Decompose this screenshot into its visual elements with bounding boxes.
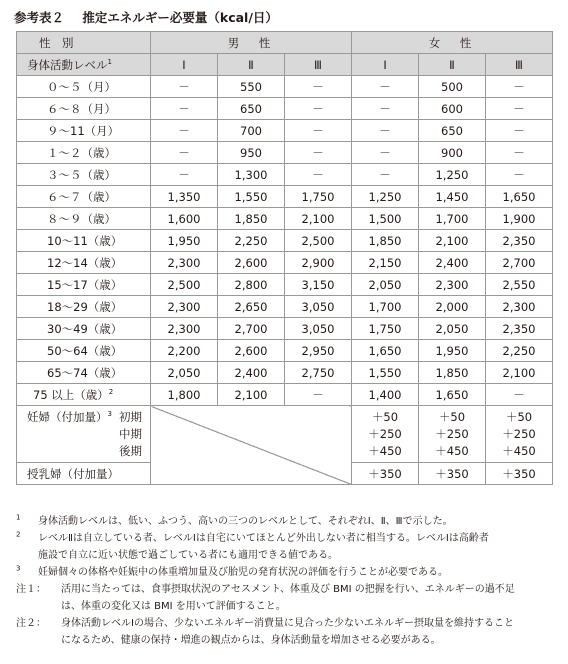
value-cell: 1,650 <box>486 186 553 208</box>
value: ＋250 <box>435 426 469 441</box>
value-cell: 2,100 <box>285 208 352 230</box>
value-cell: 2,600 <box>218 252 285 274</box>
table-row-pregnant <box>17 406 553 463</box>
value-cell: － <box>352 164 419 186</box>
table-row <box>17 252 553 274</box>
value-cell: 1,650 <box>352 340 419 362</box>
value-cell: 2,000 <box>419 296 486 318</box>
value-cell: － <box>486 142 553 164</box>
value-cell: － <box>352 120 419 142</box>
header-level: Ⅱ <box>218 54 285 76</box>
note-mark: 注１： <box>16 584 46 595</box>
value-cell: － <box>285 120 352 142</box>
footnote-ref-3: 3 <box>107 410 112 419</box>
header-activity-text: 身体活動レベル <box>27 57 108 72</box>
value-cell: 1,850 <box>419 362 486 384</box>
table-row <box>17 76 553 98</box>
footnote-text: 施設で自立に近い状態で過ごしている者にも適用できる値である。 <box>38 550 338 561</box>
value-cell: 1,800 <box>151 384 218 406</box>
table-title <box>14 8 278 26</box>
value-cell: ＋350 <box>486 463 553 485</box>
table-row <box>17 164 553 186</box>
value: ＋50 <box>371 409 399 424</box>
value-cell: 1,400 <box>352 384 419 406</box>
value-cell: ＋350 <box>419 463 486 485</box>
value-cell: 3,050 <box>285 318 352 340</box>
stage-early: 初期 <box>119 410 142 424</box>
value-cell: 2,100 <box>218 384 285 406</box>
note-text: 身体活動レベルⅠの場合、少ないエネルギー消費量に見合った少ないエネルギー摂取量を維持すること <box>61 618 514 629</box>
value-cell: 2,100 <box>486 362 553 384</box>
pregnant-value-cell <box>419 406 486 463</box>
age-cell: 10～11（歳） <box>17 230 151 252</box>
value-cell: 2,100 <box>419 230 486 252</box>
value-cell: 1,700 <box>352 296 419 318</box>
value-cell: 2,250 <box>218 230 285 252</box>
value-cell: 1,850 <box>352 230 419 252</box>
value-cell: 1,500 <box>352 208 419 230</box>
footnote-mark-1: 1 <box>16 513 21 522</box>
value-cell: 500 <box>419 76 486 98</box>
header-level: Ⅱ <box>419 54 486 76</box>
pregnant-value-cell <box>352 406 419 463</box>
footnote-3 <box>16 564 556 581</box>
value-cell: － <box>486 164 553 186</box>
value-cell: 950 <box>218 142 285 164</box>
pregnant-value-cell <box>486 406 553 463</box>
value-cell: 1,750 <box>285 186 352 208</box>
table-row <box>17 362 553 384</box>
age-cell: 12～14（歳） <box>17 252 151 274</box>
table-row <box>17 340 553 362</box>
header-level: Ⅲ <box>486 54 553 76</box>
value-cell: 1,550 <box>352 362 419 384</box>
header-level: Ⅰ <box>151 54 218 76</box>
value-cell: 2,300 <box>419 274 486 296</box>
age-cell: 30～49（歳） <box>17 318 151 340</box>
lactating-label: 授乳婦（付加量） <box>17 463 151 485</box>
age-text: 75 以上（歳） <box>33 387 109 402</box>
age-cell: ９～11（月） <box>17 120 151 142</box>
value-cell: 2,250 <box>486 340 553 362</box>
value-cell: 900 <box>419 142 486 164</box>
value-cell: 2,600 <box>218 340 285 362</box>
value-cell: 3,050 <box>285 296 352 318</box>
table-row <box>17 230 553 252</box>
footnote-mark-2: 2 <box>16 530 21 539</box>
age-cell: ３～５（歳） <box>17 164 151 186</box>
value: ＋450 <box>435 443 469 458</box>
value-cell: 2,050 <box>151 362 218 384</box>
value-cell: 2,300 <box>486 296 553 318</box>
value-cell: 1,600 <box>151 208 218 230</box>
value-cell: 2,300 <box>151 252 218 274</box>
value-cell: 2,500 <box>151 274 218 296</box>
table-title-text: 推定エネルギー必要量（kcal/日） <box>82 10 278 25</box>
value-cell: 1,250 <box>352 186 419 208</box>
value: ＋450 <box>502 443 536 458</box>
value-cell: 1,350 <box>151 186 218 208</box>
value-cell: 700 <box>218 120 285 142</box>
table-number: 参考表２ <box>14 10 65 25</box>
value: ＋50 <box>438 409 466 424</box>
value-cell: 550 <box>218 76 285 98</box>
value-cell: 2,350 <box>486 230 553 252</box>
value-cell: 2,900 <box>285 252 352 274</box>
header-female: 女 性 <box>352 32 553 54</box>
table-row-75plus <box>17 384 553 406</box>
value-cell: 2,700 <box>486 252 553 274</box>
value-cell: 1,750 <box>352 318 419 340</box>
note-1 <box>16 581 556 615</box>
age-cell: ６～７（歳） <box>17 186 151 208</box>
value-cell: 1,900 <box>486 208 553 230</box>
note-text: は、体重の変化又は BMI を用いて評価すること。 <box>61 601 286 612</box>
table-row <box>17 186 553 208</box>
value-cell: 2,050 <box>352 274 419 296</box>
value-cell: － <box>352 98 419 120</box>
value-cell: 1,450 <box>419 186 486 208</box>
note-text: になるため、健康の保持・増進の観点からは、身体活動量を増加させる必要がある。 <box>61 635 441 646</box>
age-cell: 50～64（歳） <box>17 340 151 362</box>
value: ＋50 <box>505 409 533 424</box>
header-level: Ⅰ <box>352 54 419 76</box>
value-cell: 1,650 <box>419 384 486 406</box>
value-cell: 2,700 <box>218 318 285 340</box>
value-cell: － <box>486 98 553 120</box>
value-cell: 2,400 <box>218 362 285 384</box>
value: ＋250 <box>502 426 536 441</box>
header-activity-label <box>17 54 151 76</box>
value-cell: － <box>285 384 352 406</box>
header-row-activity <box>17 54 553 76</box>
value-cell: － <box>151 120 218 142</box>
table-row <box>17 318 553 340</box>
footnote-mark <box>16 564 20 581</box>
footnote-1 <box>16 513 556 530</box>
header-level: Ⅲ <box>285 54 352 76</box>
value-cell: 2,050 <box>419 318 486 340</box>
age-cell: １～２（歳） <box>17 142 151 164</box>
value-cell: 2,550 <box>486 274 553 296</box>
footnote-mark-3: 3 <box>16 564 21 573</box>
stage-middle: 中期 <box>119 427 142 441</box>
table-row <box>17 208 553 230</box>
footnote-text: レベルⅡは自立している者、レベルⅠは自宅にいてほとんど外出しない者に相当する。レベルⅠは高齢者 <box>38 533 489 544</box>
value-cell: 2,300 <box>151 318 218 340</box>
value-cell: 650 <box>419 120 486 142</box>
stage-late: 後期 <box>119 444 142 458</box>
value-cell: 2,950 <box>285 340 352 362</box>
value-cell: 2,400 <box>419 252 486 274</box>
value-cell: － <box>285 164 352 186</box>
header-sex-label: 性 別 <box>17 32 151 54</box>
value-cell: － <box>151 76 218 98</box>
value-cell: 650 <box>218 98 285 120</box>
value-cell: － <box>285 142 352 164</box>
value-cell: 2,800 <box>218 274 285 296</box>
table-row <box>17 296 553 318</box>
table-row <box>17 142 553 164</box>
value-cell: － <box>486 384 553 406</box>
value-cell: 1,950 <box>151 230 218 252</box>
footnote-2 <box>16 530 556 564</box>
value-cell: － <box>151 98 218 120</box>
value-cell: － <box>151 164 218 186</box>
age-cell: 15～17（歳） <box>17 274 151 296</box>
note-text: 活用に当たっては、食事摂取状況のアセスメント、体重及び BMI の把握を行い、エネルギーの過不足 <box>61 584 515 595</box>
header-row-sex <box>17 32 553 54</box>
age-cell: ０～５（月） <box>17 76 151 98</box>
value-cell: ＋350 <box>352 463 419 485</box>
pregnant-label-cell <box>17 406 151 463</box>
value-cell: 1,250 <box>419 164 486 186</box>
value-cell: － <box>352 142 419 164</box>
value-cell: － <box>285 76 352 98</box>
value-cell: 1,700 <box>419 208 486 230</box>
table-row <box>17 98 553 120</box>
pregnant-stages <box>119 409 142 460</box>
age-cell: 65～74（歳） <box>17 362 151 384</box>
value-cell: 1,950 <box>419 340 486 362</box>
footnotes <box>16 513 556 649</box>
value-cell: 1,550 <box>218 186 285 208</box>
table-row <box>17 120 553 142</box>
value-cell: 2,350 <box>486 318 553 340</box>
value-cell: 1,300 <box>218 164 285 186</box>
age-cell: ６～８（月） <box>17 98 151 120</box>
footnote-mark <box>16 513 20 530</box>
value-cell: － <box>285 98 352 120</box>
age-cell <box>17 384 151 406</box>
value-cell: 1,850 <box>218 208 285 230</box>
value-cell: 2,200 <box>151 340 218 362</box>
value-cell: 2,500 <box>285 230 352 252</box>
pregnant-label-text: 妊婦（付加量） <box>27 410 108 424</box>
value-cell: 2,150 <box>352 252 419 274</box>
age-cell: ８～９（歳） <box>17 208 151 230</box>
table-row <box>17 274 553 296</box>
pregnant-label <box>27 409 112 426</box>
note-mark: 注２： <box>16 618 46 629</box>
value: ＋450 <box>368 443 402 458</box>
value-cell: － <box>486 76 553 98</box>
header-male: 男 性 <box>151 32 352 54</box>
value-cell: 2,750 <box>285 362 352 384</box>
footnote-text: 妊婦個々の体格や妊娠中の体重増加量及び胎児の発育状況の評価を行うことが必要である。 <box>38 567 448 578</box>
value-cell: － <box>151 142 218 164</box>
energy-requirement-table <box>16 31 553 485</box>
male-not-applicable-cell <box>151 406 352 485</box>
value-cell: 3,150 <box>285 274 352 296</box>
value-cell: － <box>352 76 419 98</box>
footnote-ref-2: 2 <box>108 387 114 396</box>
value-cell: 2,300 <box>151 296 218 318</box>
age-cell: 18～29（歳） <box>17 296 151 318</box>
value: ＋250 <box>368 426 402 441</box>
footnote-text: 身体活動レベルは、低い、ふつう、高いの三つのレベルとして、それぞれⅠ、Ⅱ、Ⅲで示した。 <box>38 516 453 527</box>
value-cell: 600 <box>419 98 486 120</box>
footnote-ref-1: 1 <box>107 57 112 66</box>
value-cell: － <box>486 120 553 142</box>
footnote-mark <box>16 530 20 547</box>
note-2 <box>16 615 556 649</box>
value-cell: 2,650 <box>218 296 285 318</box>
